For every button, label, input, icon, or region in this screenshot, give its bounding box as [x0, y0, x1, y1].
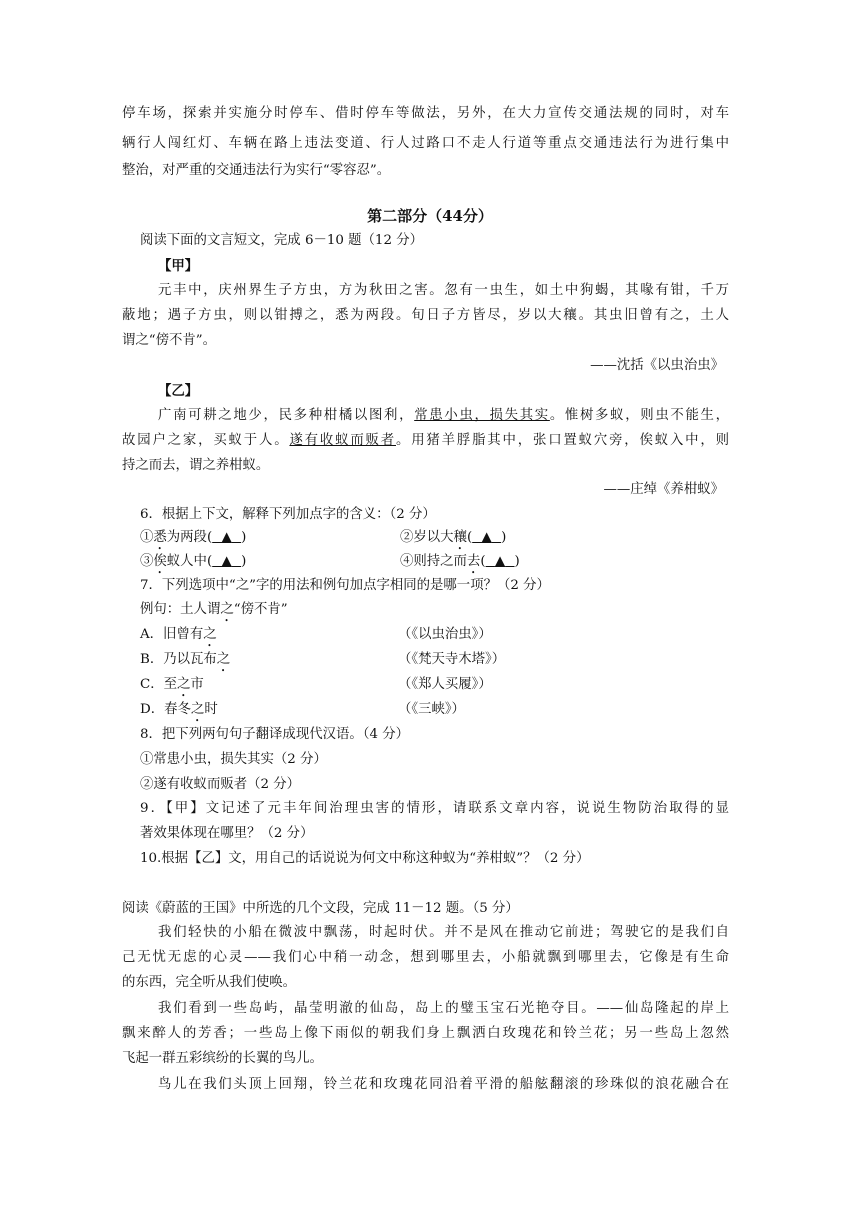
- answer-blank[interactable]: ▲: [221, 529, 232, 545]
- answer-blank[interactable]: ▲: [494, 553, 506, 569]
- reading-p1-line-3: 的东西，完全听从我们使唤。: [122, 975, 297, 990]
- q7-option-c: C．至之市: [140, 677, 204, 692]
- q7-option-d: D．春冬之时: [140, 702, 218, 717]
- reading-p1-line-1: 我们轻快的小船在微波中飘荡，时起时伏。并不是风在推动它前进；驾驶它的是我们自: [158, 925, 729, 940]
- jia-label: 【甲】: [158, 258, 199, 274]
- yi-label: 【乙】: [158, 383, 199, 399]
- yi-line-3: 持之而去，谓之养柑蚁。: [122, 458, 270, 473]
- part2-title: 第二部分（44分）: [367, 207, 493, 225]
- q7-stem: 7．下列选项中“之”字的用法和例句加点字相同的是哪一项？（2 分）: [140, 578, 550, 593]
- yi-underlined-sentence-2: 遂有收蚁而贩者: [289, 433, 396, 448]
- reading-p2-line-1: 我们看到一些岛屿，晶莹明澈的仙岛，岛上的璧玉宝石光艳夺目。——仙岛隆起的岸上: [158, 1001, 729, 1016]
- jia-line-1: 元丰中，庆州界生子方虫，方为秋田之害。忽有一虫生，如土中狗蝎，其喙有钳，千万: [158, 283, 729, 298]
- q7-option-d-source: （《三峡》）: [398, 702, 465, 717]
- q8-sentence-2: ②遂有收蚁而贩者（2 分）: [140, 777, 301, 792]
- q7-option-c-source: （《郑人买履》）: [398, 677, 492, 692]
- reading-p1-line-2: 己无忧无虑的心灵——我们心中稍一动念，想到哪里去，小船就飘到哪里去，它像是有生命: [122, 950, 729, 965]
- q7-option-a: A．旧曾有之: [140, 627, 217, 642]
- reading-intro: 阅读《蔚蓝的王国》中所选的几个文段，完成 11－12 题。（5 分）: [122, 901, 519, 916]
- answer-blank[interactable]: ▲: [221, 553, 232, 569]
- q7-option-a-source: （《以虫治虫》）: [398, 627, 492, 642]
- jia-source: ——沈括《以虫治虫》: [590, 358, 724, 373]
- jia-line-3: 谓之“傍不肯”。: [122, 333, 217, 348]
- q7-option-b: B．乃以瓦布之: [140, 652, 231, 667]
- q8-sentence-1: ①常患小虫，损失其实（2 分）: [140, 752, 327, 767]
- q9-line-2: 著效果体现在哪里？（2 分）: [140, 826, 314, 841]
- reading-p3-line-1: 鸟儿在我们头顶上回翔，铃兰花和玫瑰花同沿着平滑的船舷翻滚的珍珠似的浪花融合在: [158, 1077, 729, 1092]
- jia-line-2: 蔽地；遇子方虫，则以钳搏之，悉为两段。旬日子方皆尽，岁以大穰。其虫旧曾有之，土人: [122, 308, 729, 323]
- q6-stem: 6．根据上下文，解释下列加点字的含义：（2 分）: [140, 507, 436, 522]
- answer-blank[interactable]: ▲: [481, 529, 492, 545]
- part2-intro: 阅读下面的文言短文，完成 6－10 题（12 分）: [140, 233, 424, 248]
- q6-item-4: ④则持之而去( ▲ ): [400, 553, 520, 569]
- q6-item-1: ①悉为两段( ▲ ): [140, 529, 247, 545]
- yi-line-2: 故园户之家，买蚁于人。遂有收蚁而贩者。用猪羊脬脂其中，张口置蚁穴旁，俟蚁入中，则: [122, 433, 730, 448]
- reading-p2-line-3: 飞起一群五彩缤纷的长翼的鸟儿。: [122, 1051, 323, 1066]
- yi-source: ——庄绰《养柑蚁》: [603, 482, 724, 497]
- reading-p2-line-2: 飘来醉人的芳香；一些岛上像下雨似的朝我们身上飘洒白玫瑰花和铃兰花；另一些岛上忽然: [122, 1026, 729, 1041]
- yi-line-1: 广南可耕之地少，民多种柑橘以图利，常患小虫，损失其实。惟树多蚁，则虫不能生，: [158, 408, 730, 423]
- yi-underlined-sentence-1: 常患小虫，损失其实: [414, 408, 550, 423]
- part1-line-2: 辆行人闯红灯、车辆在路上违法变道、行人过路口不走人行道等重点交通违法行为进行集中: [122, 136, 729, 151]
- q7-example: 例句：土人谓之“傍不肯”: [140, 602, 288, 617]
- q6-item-2: ②岁以大穰( ▲ ): [400, 529, 507, 545]
- part1-line-3: 整治，对严重的交通违法行为实行“零容忍”。: [122, 163, 391, 178]
- q10-stem: 10.根据【乙】文，用自己的话说说为何文中称这种蚁为“养柑蚁”？（2 分）: [140, 851, 590, 866]
- q7-option-b-source: （《梵天寺木塔》）: [398, 652, 506, 667]
- q9-line-1: 9．【甲】文记述了元丰年间治理虫害的情形，请联系文章内容，说说生物防治取得的显: [140, 801, 729, 816]
- q6-item-3: ③俟蚁人中( ▲ ): [140, 553, 247, 569]
- part1-line-1: 停车场，探索并实施分时停车、借时停车等做法，另外，在大力宣传交通法规的同时，对车: [122, 106, 729, 121]
- q8-stem: 8．把下列两句句子翻译成现代汉语。（4 分）: [140, 727, 410, 742]
